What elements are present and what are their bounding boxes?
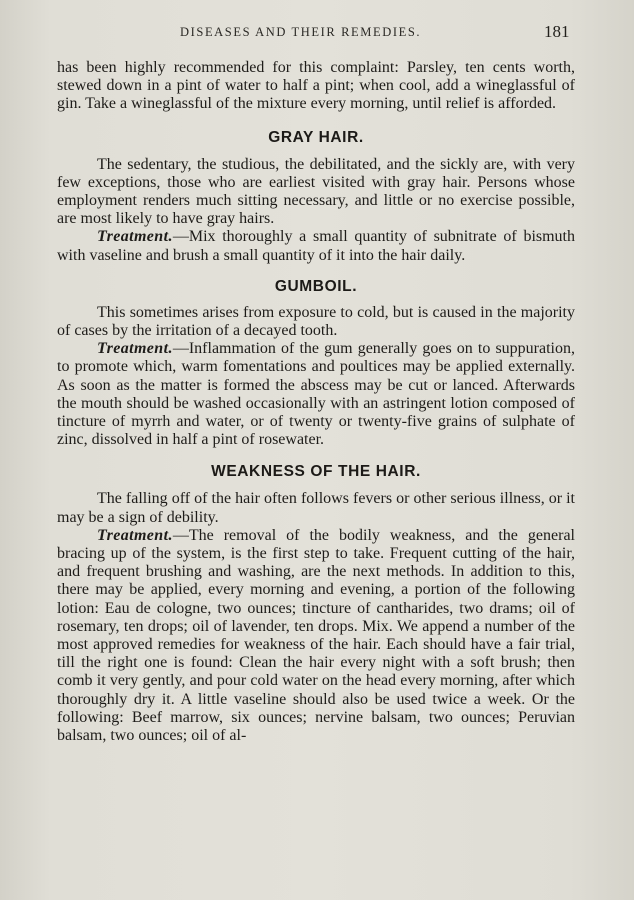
weakness-paragraph: The falling off of the hair often follows fevers or other serious illness, or it may be a sign of debility. (57, 490, 575, 526)
heading-gumboil: GUMBOIL. (274, 277, 358, 295)
body-text (57, 59, 575, 745)
heading-weakness-of-hair: WEAKNESS OF THE HAIR. (211, 463, 421, 481)
running-title: DISEASES AND THEIR REMEDIES. (180, 25, 422, 39)
weakness-treatment (57, 527, 575, 745)
gray-hair-treatment (57, 228, 575, 264)
treatment-text: —Mix thoroughly a small quantity of subnitrate of bismuth with vaseline and brush a small quantity of it into the hair daily. (57, 228, 575, 264)
intro-paragraph: has been highly recommended for this complaint: Parsley, ten cents worth, stewed down in a pint of water to half a pint; when cool, add a wineglassful of gin. Take a wineglassful of the mixture every morning, until relief is afforded. (57, 59, 575, 113)
treatment-text: —Inflammation of the gum generally goes on to suppuration, to promote which, warm fomentations and poultices may be applied externally. As soon as the matter is formed the abscess may be cut or lanced. Afterwards the mouth should be washed occasionally with an astringent lotion composed of tincture of myrrh and water, or of twenty or twenty-five grains of sulphate of zinc, dissolved in half a pint of rosewater. (57, 340, 575, 449)
gumboil-treatment (57, 340, 575, 449)
gray-hair-paragraph: The sedentary, the studious, the debilitated, and the sickly are, with very few exceptions, those who are earliest visited with gray hair. Persons whose employment renders much sitting necessary, and little or no exercise possible, are most likely to have gray hairs. (57, 155, 575, 228)
treatment-label: Treatment. (97, 526, 173, 544)
heading-gray-hair: GRAY HAIR. (268, 128, 364, 146)
running-head (0, 24, 634, 44)
treatment-label: Treatment. (97, 228, 173, 246)
gumboil-paragraph: This sometimes arises from exposure to cold, but is caused in the majority of cases by the irritation of a decayed tooth. (57, 303, 575, 340)
page-number: 181 (544, 22, 570, 41)
treatment-text: —The removal of the bodily weakness, and the general bracing up of the system, is the first step to take. Frequent cutting of the hair, and frequent brushing and washing, are the next methods. In addition to this, there may be applied, every morning and evening, a portion of the following lotion: Eau de cologne, two ounces; tincture of cantharides, two drams; oil of rosemary, ten drops; oil of lavender, ten drops. Mix. We append a number of the most approved remedies for weakness of the hair. Each should have a fair trial, till the right one is found: Clean the hair every night with a soft brush; then comb it very gently, and pour cold water on the head every morning, after which thoroughly dry it. A little vaseline should also be used twice a week. Or the following: Beef marrow, six ounces; nervine balsam, two ounces; Peruvian balsam, two ounces; oil of al- (57, 526, 575, 745)
treatment-label: Treatment. (97, 340, 173, 358)
